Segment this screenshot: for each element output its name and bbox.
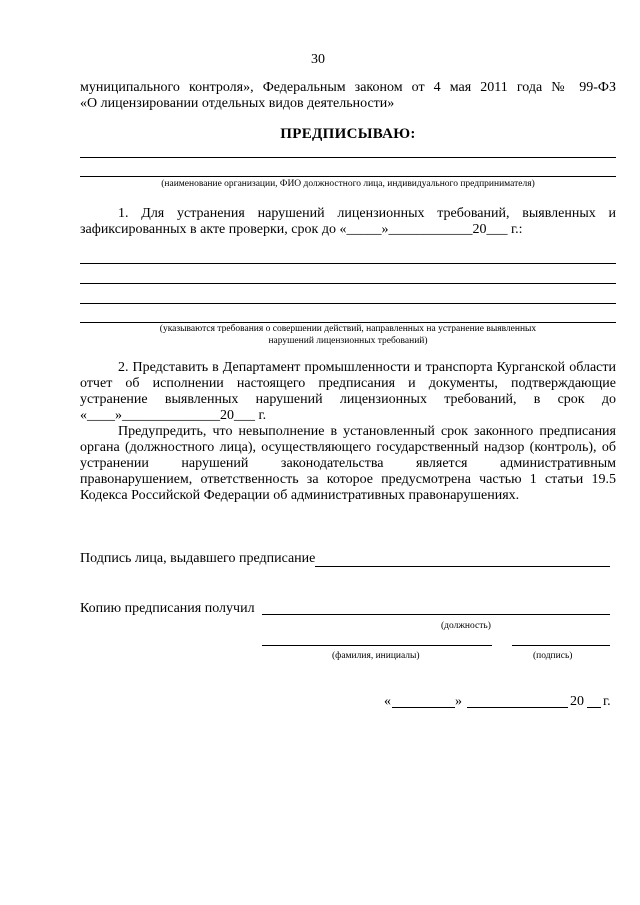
date-suffix: г. (603, 694, 611, 709)
position-line (262, 614, 610, 615)
copy-received-label: Копию предписания получил (80, 601, 255, 616)
page-number: 30 (311, 52, 325, 67)
position-caption: (должность) (441, 621, 491, 631)
warning-line-5: Кодекса Российской Федерации об административных правонарушениях. (80, 488, 520, 503)
date-day-line (392, 707, 455, 708)
date-year: 20 (570, 694, 584, 709)
warning-line-2: органа (должностного лица), осуществляющего государственный надзор (контроль), об (80, 440, 616, 455)
item2-line-1: 2. Представить в Департамент промышленности и транспорта Курганской области (118, 360, 616, 375)
warning-line-1: Предупредить, что невыполнение в установленный срок законного предписания (118, 424, 616, 439)
item2-line-3: устранение выявленных нарушений лицензионных требований, в срок до (80, 392, 616, 407)
name-caption: (фамилия, инициалы) (332, 651, 420, 661)
org-caption: (наименование организации, ФИО должностного лица, индивидуального предпринимателя) (161, 179, 535, 189)
req-line-2 (80, 283, 616, 284)
item1-line-2: зафиксированных в акте проверки, срок до «_____»____________20___ г.: (80, 222, 523, 237)
signature-line (512, 645, 610, 646)
intro-line-2: «О лицензировании отдельных видов деятельности» (80, 96, 395, 111)
req-line-3 (80, 303, 616, 304)
item1-line-1: 1. Для устранения нарушений лицензионных требований, выявленных и (118, 206, 616, 221)
date-year-line (587, 707, 601, 708)
signature-caption: (подпись) (533, 651, 573, 661)
date-open-quote: « (384, 694, 391, 709)
req-line-4 (80, 322, 616, 323)
signature-issuer-line (315, 566, 610, 567)
item2-line-4: «____»______________20___ г. (80, 408, 267, 423)
intro-line-1: муниципального контроля», Федеральным законом от 4 мая 2011 года № 99-ФЗ (80, 80, 616, 95)
req-caption-line-1: (указываются требования о совершении действий, направленных на устранение выявленных (159, 324, 537, 334)
heading: ПРЕДПИСЫВАЮ: (280, 126, 416, 142)
warning-line-4: правонарушением, ответственность за которое предусмотрена частью 1 статьи 19.5 (80, 472, 616, 487)
req-caption-line-2: нарушений лицензионных требований) (268, 336, 428, 346)
req-line-1 (80, 263, 616, 264)
org-line-2 (80, 176, 616, 177)
name-line (262, 645, 492, 646)
signature-issuer-label: Подпись лица, выдавшего предписание (80, 551, 316, 566)
warning-line-3: устранении нарушений законодательства является административным (80, 456, 616, 471)
date-close-quote: » (455, 694, 462, 709)
item2-line-2: отчет об исполнении настоящего предписания и документы, подтверждающие (80, 376, 616, 391)
date-month-line (467, 707, 568, 708)
org-line-1 (80, 157, 616, 158)
